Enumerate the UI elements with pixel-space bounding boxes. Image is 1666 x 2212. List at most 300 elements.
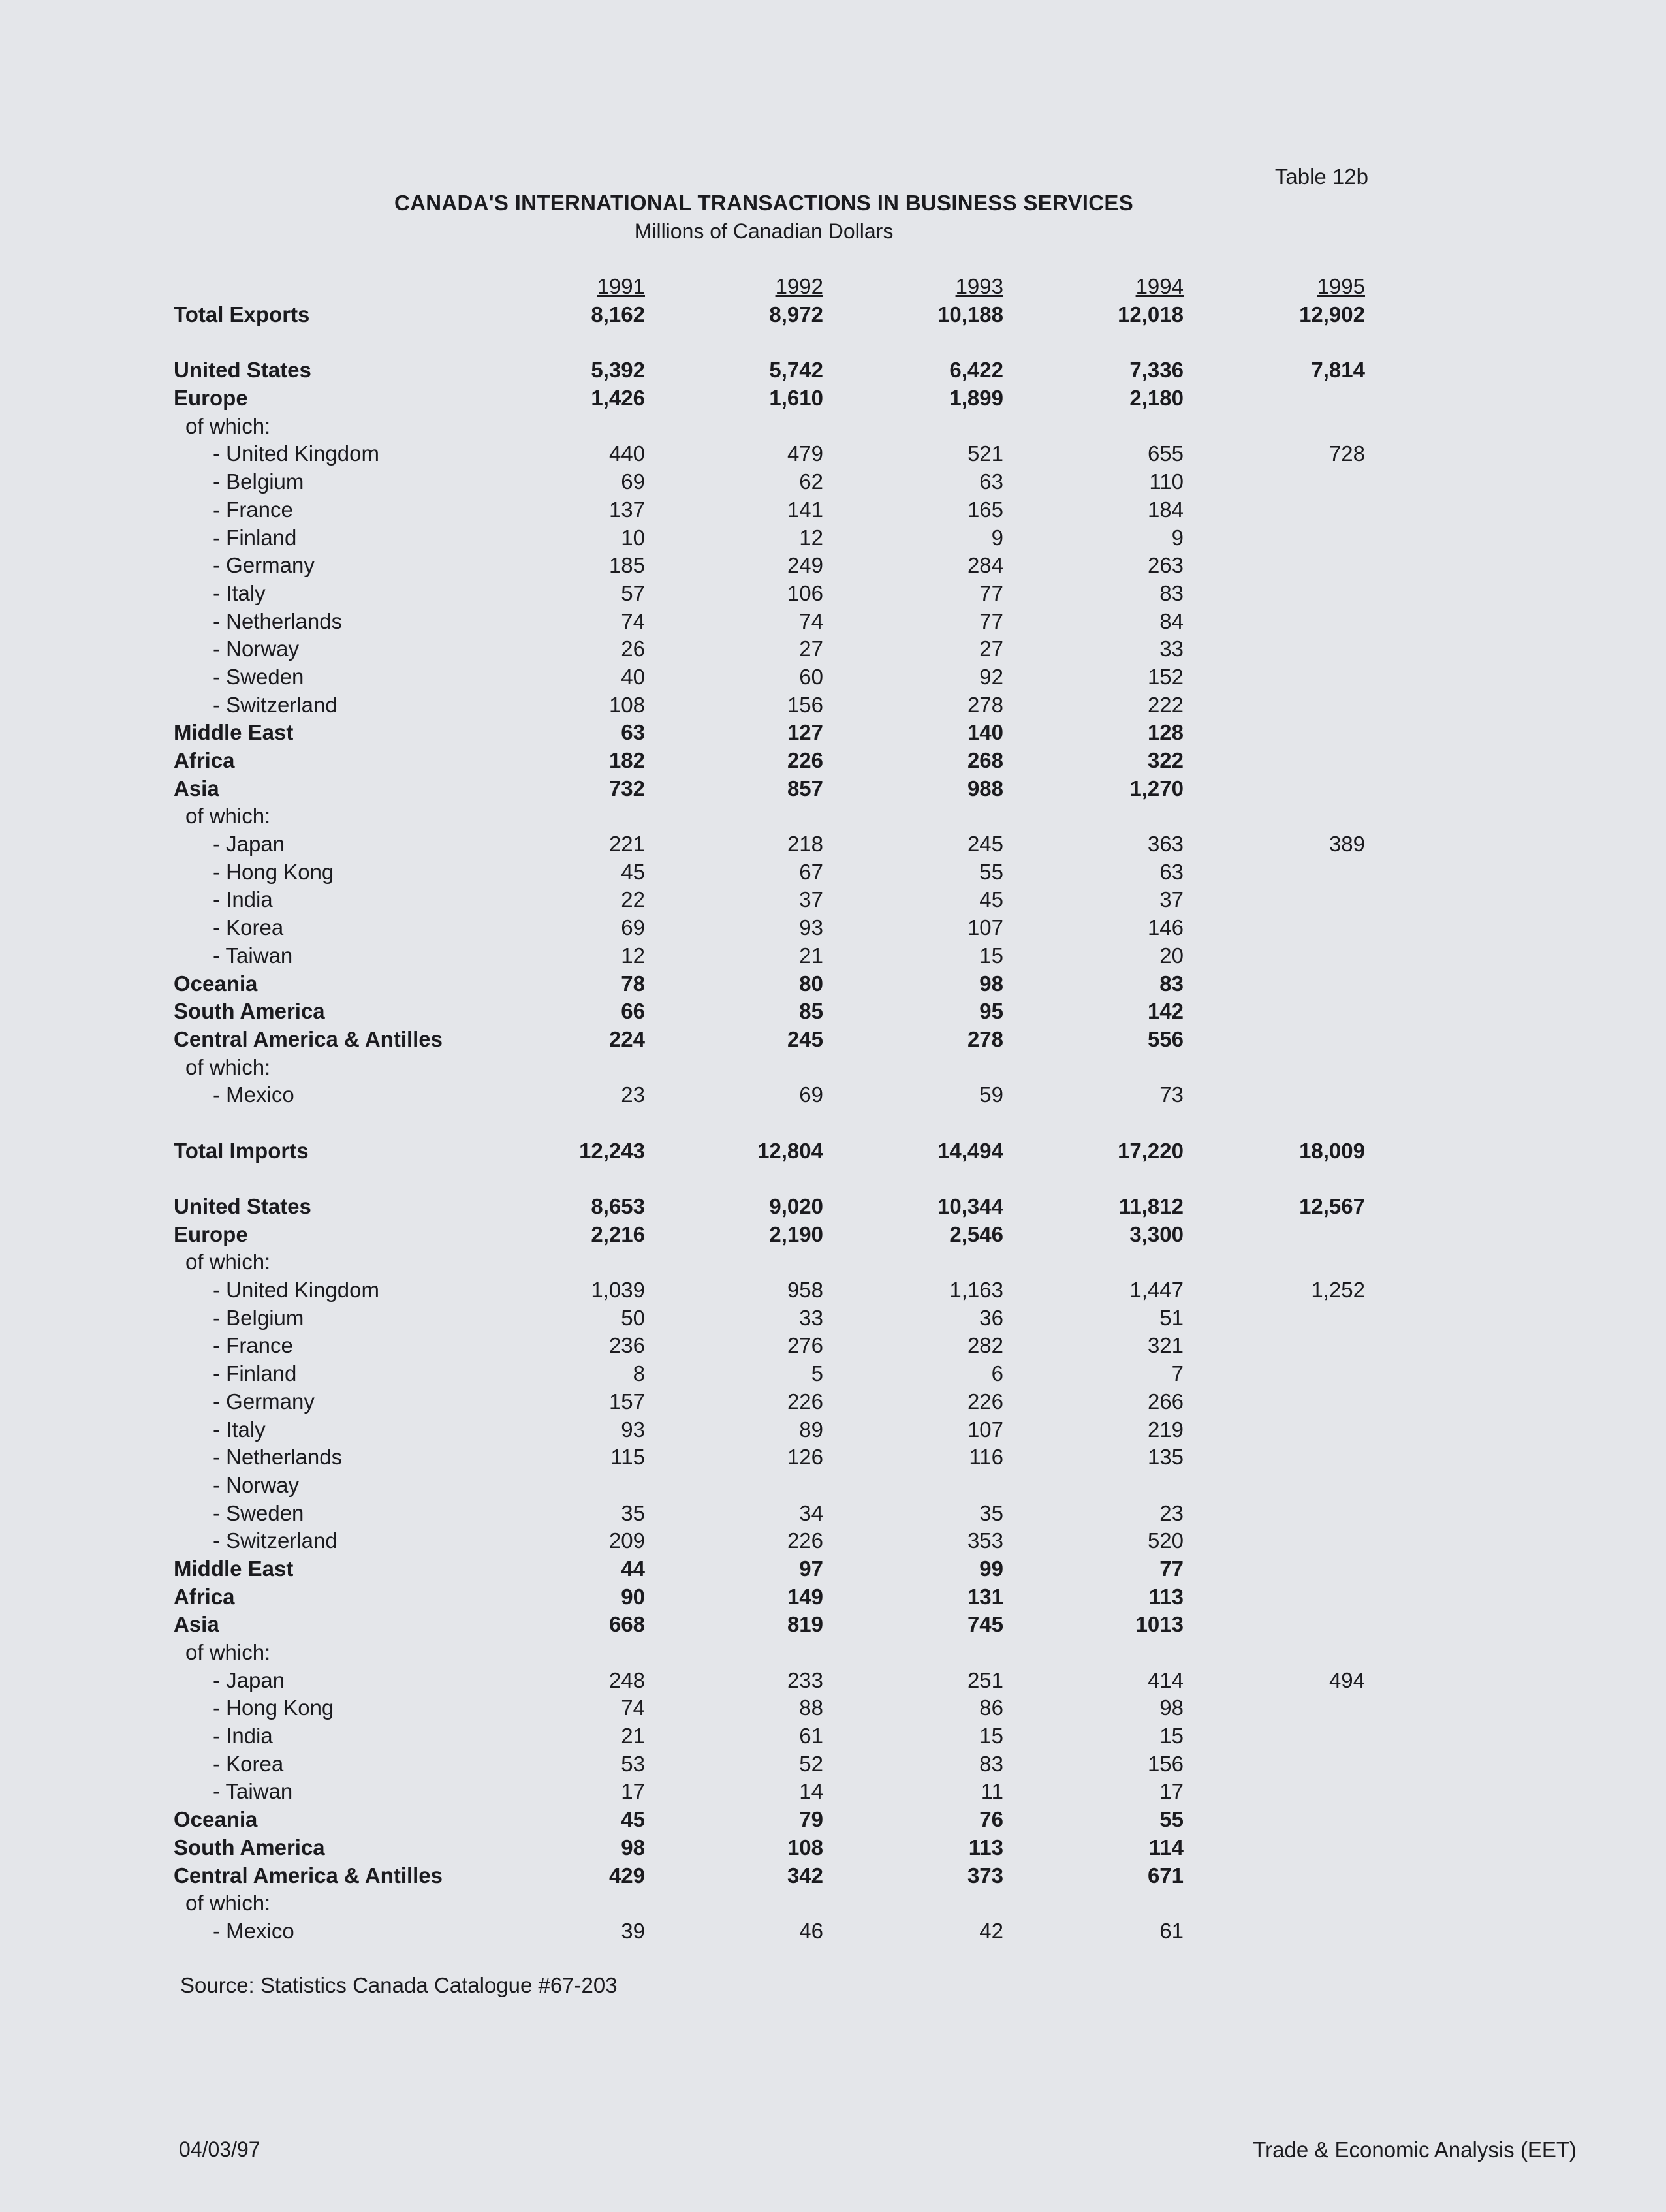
value-cell: 52 (799, 1751, 823, 1776)
table-row (0, 1333, 1666, 1361)
value-cell: 85 (799, 999, 823, 1024)
row-label: of which: (185, 1891, 271, 1916)
value-cell: 12,243 (579, 1138, 645, 1163)
value-cell: 83 (1159, 580, 1184, 605)
transactions-table (0, 302, 1666, 1947)
table-row (0, 1278, 1666, 1306)
value-cell: 221 (608, 832, 645, 857)
value-cell: 108 (787, 1835, 823, 1859)
row-label: - Belgium (213, 469, 304, 494)
row-label: - Switzerland (213, 692, 338, 717)
table-row (0, 1501, 1666, 1529)
value-cell: 2,190 (769, 1222, 823, 1246)
value-cell: 77 (979, 580, 1003, 605)
value-cell: 245 (967, 832, 1003, 857)
table-row (0, 1640, 1666, 1668)
value-cell: 27 (799, 637, 823, 661)
value-cell: 42 (979, 1918, 1003, 1943)
value-cell: 988 (967, 776, 1003, 800)
table-row (0, 581, 1666, 609)
row-label: - Japan (213, 1667, 285, 1692)
table-row (0, 637, 1666, 665)
value-cell: 20 (1159, 943, 1184, 968)
value-cell: 40 (621, 664, 645, 689)
value-cell: 8,162 (591, 302, 645, 326)
value-cell: 50 (621, 1305, 645, 1330)
value-cell: 69 (621, 469, 645, 494)
value-cell: 14 (799, 1779, 823, 1804)
table-row (0, 1696, 1666, 1724)
value-cell: 15 (979, 1724, 1003, 1748)
value-cell: 12,018 (1118, 302, 1184, 326)
value-cell: 33 (1159, 637, 1184, 661)
table-row (0, 609, 1666, 637)
row-label: - France (213, 497, 293, 522)
table-row (0, 1528, 1666, 1556)
value-cell: 113 (968, 1835, 1003, 1859)
value-cell: 26 (621, 637, 645, 661)
value-cell: 141 (787, 497, 823, 522)
year-header: 1991 (597, 274, 645, 298)
value-cell: 655 (1147, 441, 1184, 466)
year-header: 1995 (1317, 274, 1365, 298)
value-cell: 440 (608, 441, 645, 466)
table-row (0, 498, 1666, 526)
table-row (0, 441, 1666, 469)
value-cell: 157 (608, 1389, 645, 1414)
table-row (0, 1752, 1666, 1780)
value-cell: 233 (787, 1667, 823, 1692)
table-row (0, 1055, 1666, 1083)
value-cell: 63 (979, 469, 1003, 494)
value-cell: 668 (608, 1612, 645, 1637)
value-cell: 15 (1159, 1724, 1184, 1748)
row-label: - United Kingdom (213, 1278, 379, 1303)
table-row (0, 526, 1666, 554)
value-cell: 74 (621, 608, 645, 633)
table-row (0, 1222, 1666, 1250)
value-cell: 373 (967, 1863, 1003, 1888)
value-cell: 79 (799, 1807, 823, 1832)
value-cell: 1,447 (1129, 1278, 1184, 1303)
value-cell: 57 (621, 580, 645, 605)
row-label: of which: (185, 1054, 271, 1079)
value-cell: 55 (979, 859, 1003, 884)
table-row (0, 386, 1666, 414)
row-label: - Switzerland (213, 1528, 338, 1553)
table-row (0, 1082, 1666, 1111)
value-cell: 23 (1159, 1500, 1184, 1525)
value-cell: 37 (1159, 887, 1184, 912)
value-cell: 520 (1147, 1528, 1184, 1553)
value-cell: 249 (787, 553, 823, 578)
value-cell: 226 (787, 1528, 823, 1553)
footer-organization: Trade & Economic Analysis (EET) (1253, 2138, 1577, 2162)
row-label: United States (174, 1194, 311, 1218)
value-cell: 61 (799, 1724, 823, 1748)
value-cell: 69 (799, 1082, 823, 1107)
row-label: South America (174, 999, 325, 1024)
value-cell: 45 (979, 887, 1003, 912)
row-label: Africa (174, 1584, 235, 1609)
table-row (0, 1473, 1666, 1501)
table-number: Table 12b (1274, 165, 1368, 189)
row-label: - Germany (213, 553, 315, 578)
value-cell: 7,336 (1129, 358, 1184, 383)
table-row (0, 748, 1666, 776)
value-cell: 479 (787, 441, 823, 466)
value-cell: 33 (799, 1305, 823, 1330)
value-cell: 45 (621, 859, 645, 884)
table-row (0, 776, 1666, 804)
value-cell: 92 (979, 664, 1003, 689)
value-cell: 185 (608, 553, 645, 578)
value-cell: 218 (787, 832, 823, 857)
table-row (0, 469, 1666, 498)
value-cell: 521 (967, 441, 1003, 466)
value-cell: 83 (979, 1751, 1003, 1776)
row-label: - Netherlands (213, 1445, 343, 1470)
value-cell: 140 (967, 720, 1003, 745)
value-cell: 86 (979, 1696, 1003, 1720)
value-cell: 90 (621, 1584, 645, 1609)
table-row (0, 1891, 1666, 1919)
value-cell: 128 (1147, 720, 1184, 745)
table-row (0, 414, 1666, 442)
row-label: Europe (174, 1222, 248, 1246)
document-subtitle: Millions of Canadian Dollars (634, 219, 894, 243)
spacer-row (0, 1166, 1666, 1194)
value-cell: 53 (621, 1751, 645, 1776)
value-cell: 18,009 (1299, 1138, 1365, 1163)
value-cell: 245 (787, 1026, 823, 1051)
table-row (0, 302, 1666, 330)
value-cell: 156 (787, 692, 823, 717)
value-cell: 39 (621, 1918, 645, 1943)
table-row (0, 1027, 1666, 1055)
table-row (0, 1724, 1666, 1752)
value-cell: 110 (1149, 469, 1184, 494)
value-cell: 266 (1147, 1389, 1184, 1414)
row-label: - India (213, 1724, 273, 1748)
value-cell: 8,653 (591, 1194, 645, 1218)
value-cell: 84 (1159, 608, 1184, 633)
value-cell: 414 (1147, 1667, 1184, 1692)
value-cell: 732 (608, 776, 645, 800)
row-label: - United Kingdom (213, 441, 379, 466)
value-cell: 60 (799, 664, 823, 689)
value-cell: 62 (799, 469, 823, 494)
row-label: South America (174, 1835, 325, 1859)
value-cell: 137 (608, 497, 645, 522)
value-cell: 12,902 (1299, 302, 1365, 326)
table-row (0, 1585, 1666, 1613)
value-cell: 114 (1148, 1835, 1184, 1859)
value-cell: 36 (979, 1305, 1003, 1330)
value-cell: 21 (799, 943, 823, 968)
row-label: Africa (174, 748, 235, 772)
row-label: - Italy (213, 580, 266, 605)
row-label: United States (174, 358, 311, 383)
value-cell: 146 (1147, 915, 1184, 940)
row-label: - Belgium (213, 1305, 304, 1330)
value-cell: 44 (621, 1556, 645, 1581)
table-row (0, 693, 1666, 721)
value-cell: 46 (799, 1918, 823, 1943)
table-row (0, 1139, 1666, 1167)
value-cell: 278 (967, 692, 1003, 717)
value-cell: 142 (1147, 999, 1184, 1024)
table-row (0, 358, 1666, 386)
value-cell: 1,426 (591, 386, 645, 411)
row-label: of which: (185, 413, 271, 438)
value-cell: 10,344 (937, 1194, 1003, 1218)
document-title: CANADA'S INTERNATIONAL TRANSACTIONS IN BUSINESS SERVICES (394, 191, 1134, 215)
value-cell: 11,812 (1118, 1194, 1184, 1218)
table-row (0, 804, 1666, 832)
value-cell: 108 (608, 692, 645, 717)
row-label: Asia (174, 1612, 219, 1637)
value-cell: 363 (1147, 832, 1184, 857)
value-cell: 342 (787, 1863, 823, 1888)
row-label: - Hong Kong (213, 859, 334, 884)
value-cell: 2,180 (1129, 386, 1184, 411)
year-header-row (0, 274, 1666, 302)
value-cell: 98 (979, 971, 1003, 996)
value-cell: 182 (608, 748, 645, 772)
value-cell: 1,252 (1311, 1278, 1365, 1303)
value-cell: 63 (1159, 859, 1184, 884)
value-cell: 1,163 (949, 1278, 1003, 1303)
table-row (0, 972, 1666, 1000)
table-row (0, 1417, 1666, 1446)
value-cell: 22 (621, 887, 645, 912)
value-cell: 263 (1147, 553, 1184, 578)
value-cell: 9 (991, 525, 1003, 550)
table-row (0, 1919, 1666, 1947)
table-row (0, 1556, 1666, 1585)
value-cell: 23 (621, 1082, 645, 1107)
value-cell: 107 (967, 1417, 1003, 1442)
value-cell: 80 (799, 971, 823, 996)
year-header: 1993 (955, 274, 1003, 298)
value-cell: 152 (1147, 664, 1184, 689)
value-cell: 9,020 (769, 1194, 823, 1218)
value-cell: 35 (621, 1500, 645, 1525)
value-cell: 1,610 (769, 386, 823, 411)
table-row (0, 860, 1666, 888)
value-cell: 11 (981, 1779, 1003, 1804)
value-cell: 12,567 (1299, 1194, 1365, 1218)
value-cell: 2,546 (949, 1222, 1003, 1246)
row-label: - Netherlands (213, 608, 343, 633)
value-cell: 17 (1159, 1779, 1184, 1804)
value-cell: 322 (1147, 748, 1184, 772)
value-cell: 556 (1147, 1026, 1184, 1051)
value-cell: 226 (787, 1389, 823, 1414)
value-cell: 209 (608, 1528, 645, 1553)
value-cell: 17,220 (1118, 1138, 1184, 1163)
table-row (0, 1250, 1666, 1278)
value-cell: 106 (787, 580, 823, 605)
value-cell: 95 (979, 999, 1003, 1024)
row-label: - Germany (213, 1389, 315, 1414)
value-cell: 5,392 (591, 358, 645, 383)
table-row (0, 999, 1666, 1027)
year-header: 1992 (775, 274, 823, 298)
row-label: Central America & Antilles (174, 1863, 443, 1888)
value-cell: 78 (621, 971, 645, 996)
value-cell: 222 (1147, 692, 1184, 717)
value-cell: 34 (799, 1500, 823, 1525)
value-cell: 156 (1147, 1751, 1184, 1776)
table-row (0, 1612, 1666, 1640)
value-cell: 819 (787, 1612, 823, 1637)
spacer-row (0, 330, 1666, 358)
row-label: - Sweden (213, 664, 304, 689)
table-row (0, 1807, 1666, 1835)
row-label: - Mexico (213, 1918, 294, 1943)
value-cell: 1,899 (949, 386, 1003, 411)
value-cell: 3,300 (1129, 1222, 1184, 1246)
row-label: Oceania (174, 1807, 258, 1832)
value-cell: 14,494 (937, 1138, 1003, 1163)
value-cell: 745 (967, 1612, 1003, 1637)
table-row (0, 1835, 1666, 1863)
value-cell: 89 (799, 1417, 823, 1442)
row-label: - Finland (213, 1361, 297, 1386)
value-cell: 17 (621, 1779, 645, 1804)
row-label: - Korea (213, 1751, 284, 1776)
value-cell: 98 (1159, 1696, 1184, 1720)
value-cell: 35 (979, 1500, 1003, 1525)
row-label: - Norway (213, 637, 300, 661)
table-row (0, 887, 1666, 915)
title-block (326, 191, 1201, 244)
value-cell: 55 (1159, 1807, 1184, 1832)
row-label: Middle East (174, 720, 294, 745)
value-cell: 671 (1147, 1863, 1184, 1888)
row-label: Total Exports (174, 302, 310, 326)
footer-date: 04/03/97 (179, 2138, 260, 2161)
row-label: of which: (185, 1250, 271, 1274)
value-cell: 73 (1159, 1082, 1184, 1107)
value-cell: 226 (967, 1389, 1003, 1414)
value-cell: 7,814 (1311, 358, 1365, 383)
value-cell: 1,039 (591, 1278, 645, 1303)
value-cell: 1,270 (1129, 776, 1184, 800)
value-cell: 10,188 (937, 302, 1003, 326)
value-cell: 321 (1147, 1333, 1184, 1358)
row-label: of which: (185, 804, 271, 829)
row-label: Middle East (174, 1556, 294, 1581)
value-cell: 93 (621, 1417, 645, 1442)
table-row (0, 1445, 1666, 1473)
value-cell: 353 (967, 1528, 1003, 1553)
value-cell: 127 (787, 720, 823, 745)
value-cell: 116 (969, 1445, 1003, 1470)
row-label: - India (213, 887, 273, 912)
value-cell: 37 (799, 887, 823, 912)
value-cell: 12 (621, 943, 645, 968)
value-cell: 27 (979, 637, 1003, 661)
value-cell: 1013 (1135, 1612, 1184, 1637)
row-label: - Taiwan (213, 1779, 293, 1804)
value-cell: 126 (787, 1445, 823, 1470)
table-row (0, 665, 1666, 693)
value-cell: 135 (1147, 1445, 1184, 1470)
table-row (0, 720, 1666, 748)
value-cell: 67 (799, 859, 823, 884)
value-cell: 63 (621, 720, 645, 745)
table-row (0, 1389, 1666, 1417)
row-label: - Sweden (213, 1500, 304, 1525)
value-cell: 236 (608, 1333, 645, 1358)
value-cell: 494 (1328, 1667, 1365, 1692)
value-cell: 12 (799, 525, 823, 550)
row-label: - Taiwan (213, 943, 293, 968)
value-cell: 21 (621, 1724, 645, 1748)
row-label: - Japan (213, 832, 285, 857)
value-cell: 149 (787, 1584, 823, 1609)
value-cell: 8,972 (769, 302, 823, 326)
value-cell: 59 (979, 1082, 1003, 1107)
value-cell: 8 (633, 1361, 645, 1386)
value-cell: 9 (1171, 525, 1184, 550)
row-label: - France (213, 1333, 293, 1358)
value-cell: 113 (1148, 1584, 1184, 1609)
value-cell: 429 (608, 1863, 645, 1888)
year-header: 1994 (1135, 274, 1184, 298)
value-cell: 12,804 (757, 1138, 823, 1163)
row-label: Europe (174, 386, 248, 411)
value-cell: 728 (1328, 441, 1365, 466)
value-cell: 107 (967, 915, 1003, 940)
value-cell: 268 (967, 748, 1003, 772)
row-label: - Hong Kong (213, 1696, 334, 1720)
table-row (0, 832, 1666, 860)
row-label: - Italy (213, 1417, 266, 1442)
table-row (0, 1668, 1666, 1696)
value-cell: 77 (979, 608, 1003, 633)
value-cell: 74 (799, 608, 823, 633)
row-label: Asia (174, 776, 219, 800)
value-cell: 7 (1171, 1361, 1184, 1386)
value-cell: 10 (621, 525, 645, 550)
source-note: Source: Statistics Canada Catalogue #67-203 (180, 1973, 618, 1997)
value-cell: 15 (979, 943, 1003, 968)
value-cell: 61 (1159, 1918, 1184, 1943)
value-cell: 224 (608, 1026, 645, 1051)
value-cell: 389 (1328, 832, 1365, 857)
value-cell: 857 (787, 776, 823, 800)
row-label: - Mexico (213, 1082, 294, 1107)
table-row (0, 1361, 1666, 1389)
value-cell: 284 (967, 553, 1003, 578)
value-cell: 276 (787, 1333, 823, 1358)
value-cell: 66 (621, 999, 645, 1024)
value-cell: 76 (979, 1807, 1003, 1832)
value-cell: 6 (991, 1361, 1003, 1386)
value-cell: 278 (967, 1026, 1003, 1051)
value-cell: 5,742 (769, 358, 823, 383)
value-cell: 51 (1159, 1305, 1184, 1330)
value-cell: 115 (610, 1445, 645, 1470)
row-label: - Korea (213, 915, 284, 940)
table-row (0, 915, 1666, 943)
value-cell: 93 (799, 915, 823, 940)
row-label: - Finland (213, 525, 297, 550)
